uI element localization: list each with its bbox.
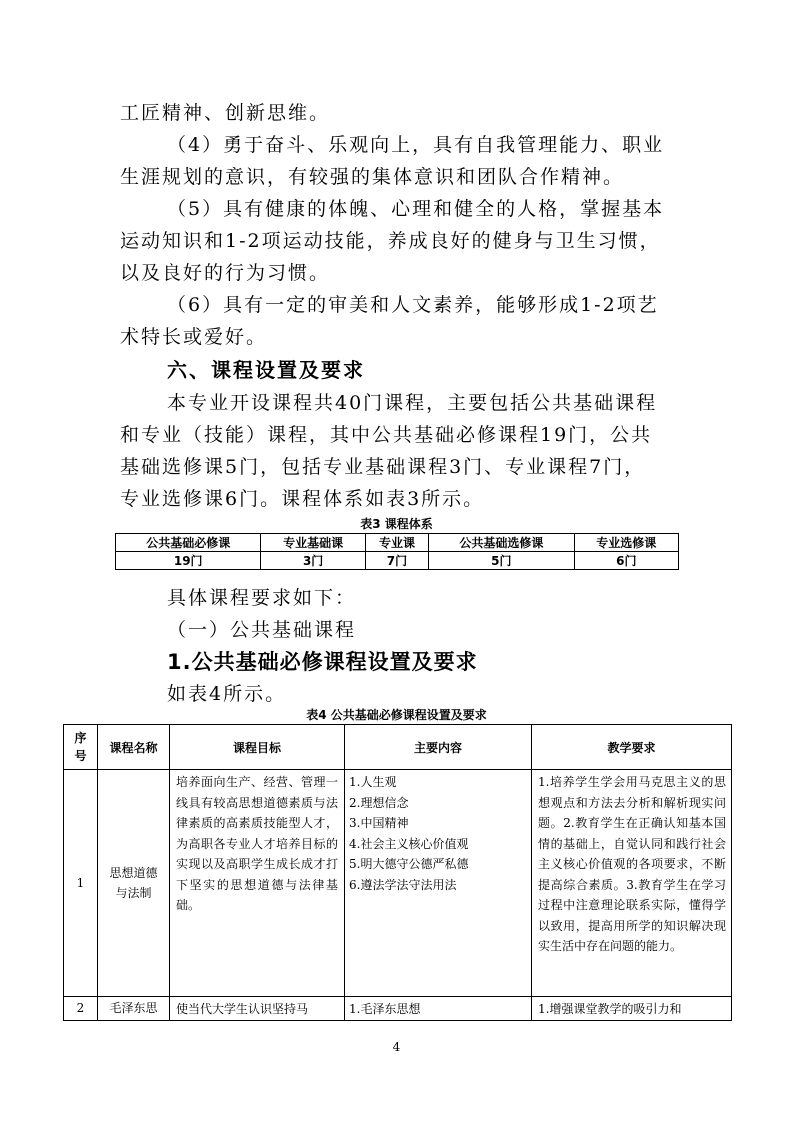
table-row: [116, 552, 679, 570]
table-row: [64, 770, 732, 997]
course-goal: 使当代大学生认识坚持马: [170, 997, 345, 1021]
course-content: [345, 770, 532, 997]
course-name: 思想道德与法制: [98, 770, 170, 997]
paragraph-line: 具体课程要求如下：: [167, 587, 357, 609]
content-item: 1.人生观: [349, 775, 397, 789]
table-cell: 5门: [429, 552, 574, 570]
page-number: 4: [392, 1040, 401, 1054]
table-cell: 7门: [365, 552, 428, 570]
paragraph-line: （4）勇于奋斗、乐观向上，具有自我管理能力、职业: [167, 134, 665, 156]
subsection-heading: （一）公共基础课程: [167, 619, 357, 641]
table-header-cell: 课程目标: [170, 725, 345, 770]
course-name: 毛泽东思: [98, 997, 170, 1021]
course-goal: 培养面向生产、经营、管理一线具有较高思想道德素质与法律素质的高素质技能型人才，为高职各专业人才培养目标的实现以及高职学生成长成才打下坚实的思想道德与法律基础。: [170, 770, 345, 997]
table-header-cell: 教学要求: [532, 725, 732, 770]
section-heading: 六、课程设置及要求: [167, 358, 365, 382]
table-header-row: [116, 534, 679, 552]
paragraph-line: 生涯规划的意识，有较强的集体意识和团队合作精神。: [120, 166, 625, 188]
table-header-cell: 主要内容: [345, 725, 532, 770]
paragraph-line: 运动知识和1-2项运动技能，养成良好的健身与卫生习惯，: [120, 230, 661, 252]
paragraph-line: 专业选修课6门。课程体系如表3所示。: [120, 488, 485, 510]
paragraph-line: （6）具有一定的审美和人文素养，能够形成1-2项艺: [167, 294, 659, 316]
content-item: 1.毛泽东思想: [349, 1002, 421, 1016]
paragraph-line: 工匠精神、创新思维。: [120, 102, 331, 124]
course-system-table: [115, 533, 679, 570]
paragraph-line: 术特长或爱好。: [120, 326, 268, 348]
table-header-cell: 专业课: [365, 534, 428, 552]
required-courses-table: [63, 724, 732, 1021]
content-item: 5.明大德守公德严私德: [349, 857, 469, 871]
teaching-requirements: 1.培养学生学会用马克思主义的思想观点和方法去分析和解析现实问题。2.教育学生在正确认知基本国情的基础上，自觉认同和践行社会主义核心价值观的各项要求，不断提高综合素质。3.教育学生在学习过程中注意理论联系实际，懂得学以致用，提高用所学的知识解决现实生活中存在问题的能力。: [532, 770, 732, 997]
table-caption: 表3 课程体系: [360, 517, 433, 531]
paragraph-line: 本专业开设课程共40门课程，主要包括公共基础课程: [167, 392, 658, 414]
content-item: 4.社会主义核心价值观: [349, 836, 469, 851]
table-header-row: [64, 725, 732, 770]
table-row: [64, 997, 732, 1021]
paragraph-line: 基础选修课5门，包括专业基础课程3门、专业课程7门，: [120, 456, 646, 478]
paragraph-line: （5）具有健康的体魄、心理和健全的人格，掌握基本: [167, 198, 665, 220]
table-header-cell: 专业基础课: [261, 534, 365, 552]
paragraph-line: 和专业（技能）课程，其中公共基础必修课程19门，公共: [120, 424, 653, 446]
course-content: [345, 997, 532, 1021]
table-cell: 19门: [116, 552, 261, 570]
table-caption: 表4 公共基础必修课程设置及要求: [306, 708, 487, 722]
paragraph-line: 如表4所示。: [167, 683, 287, 705]
table-header-cell: 公共基础必修课: [116, 534, 261, 552]
table-cell: 6门: [574, 552, 678, 570]
content-item: 2.理想信念: [349, 795, 409, 810]
row-number: 1: [64, 770, 98, 997]
teaching-requirements: 1.增强课堂教学的吸引力和: [532, 997, 732, 1021]
subsection-title: 1.公共基础必修课程设置及要求: [167, 650, 478, 674]
table-cell: 3门: [261, 552, 365, 570]
table-header-cell: 课程名称: [98, 725, 170, 770]
row-number: 2: [64, 997, 98, 1021]
table-header-cell: 公共基础选修课: [429, 534, 574, 552]
table-header-cell: 序号: [64, 725, 98, 770]
paragraph-line: 以及良好的行为习惯。: [120, 262, 331, 284]
content-item: 3.中国精神: [349, 816, 409, 830]
content-item: 6.遵法学法守法用法: [349, 877, 457, 892]
table-header-cell: 专业选修课: [574, 534, 678, 552]
